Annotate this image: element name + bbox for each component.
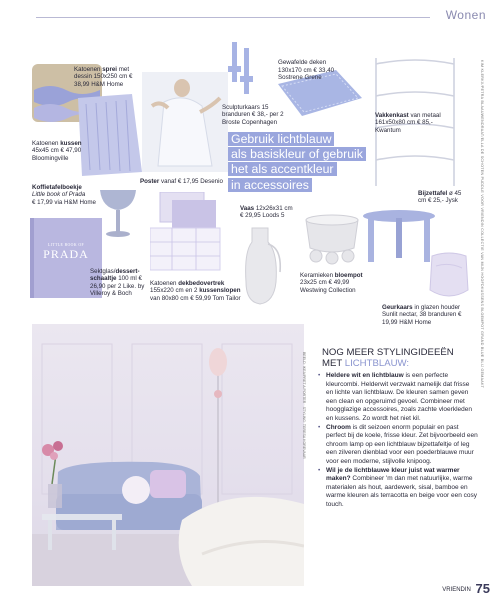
pull-quote-line-3: het als accentkleur bbox=[228, 162, 337, 176]
caption-planter-rest: 23x25 cm € 49,99 Westwing Collection bbox=[300, 279, 356, 294]
pull-quote-line-1: Gebruik lichtblauw bbox=[228, 132, 334, 146]
article-heading-pre: MET bbox=[322, 358, 345, 369]
article-bullet-2-lead: Chroom bbox=[326, 423, 351, 431]
glass-image bbox=[98, 186, 138, 244]
caption-poster-rest: vanaf € 17,95 Desenio bbox=[159, 178, 223, 185]
caption-glass bbox=[90, 268, 146, 298]
caption-scented-candle-name: Geurkaars bbox=[382, 304, 413, 311]
caption-glass-name: dessert-schaaltje bbox=[90, 268, 140, 283]
caption-blanket-dims: 130x170 cm € 33,40 bbox=[278, 66, 335, 74]
caption-blanket bbox=[278, 52, 368, 82]
scented-candle-image bbox=[426, 250, 472, 302]
poster-image bbox=[142, 72, 228, 172]
caption-candles bbox=[222, 104, 286, 126]
caption-bedding-rest2: van 80x80 cm € 59,99 Tom Tailor bbox=[150, 294, 241, 302]
caption-side-table bbox=[418, 190, 470, 205]
caption-planter-name: bloempot bbox=[334, 272, 363, 279]
bedspread-image bbox=[72, 92, 144, 178]
caption-bedspread-name: sprei bbox=[102, 66, 118, 73]
footer-magazine: VRIENDIN bbox=[442, 587, 471, 593]
caption-planter bbox=[300, 272, 370, 294]
caption-pillow-pre: Katoenen bbox=[32, 140, 61, 147]
article-bullet-3-text: Combineer 'm dan met natuurlijke, warme materialen als hout, aardewerk, sisal, bamboe en warme kleuren als terracotta en beige voor een cosy touch. bbox=[326, 475, 478, 508]
caption-book-title: Little book of Prada bbox=[32, 191, 86, 199]
section-title: Wonen bbox=[445, 8, 486, 22]
caption-blanket-pre: Gewafelde deken bbox=[278, 59, 327, 67]
book-cover bbox=[38, 243, 94, 262]
pull-quote-line-4: in accessoires bbox=[228, 178, 312, 192]
caption-bedspread bbox=[74, 66, 144, 88]
caption-shelf bbox=[375, 112, 459, 134]
photo-credit: BEELD: IKEA/PRET A PORTER · STYLING: TERESA KOREVAAR bbox=[302, 352, 306, 459]
caption-scented-candle-rest: in glazen houder Sunlit nectar, 38 branduren € 19,99 H&M Home bbox=[382, 304, 462, 326]
pull-quote-line-2: als basiskleur of gebruik bbox=[228, 147, 366, 161]
caption-vase-rest: 12x26x31 cm € 29,95 Loods 5 bbox=[240, 205, 293, 220]
caption-vase bbox=[240, 205, 296, 220]
caption-pillow bbox=[32, 140, 92, 162]
caption-side-table-rest: ø 45 cm € 25,- Jysk bbox=[418, 190, 462, 205]
vertical-credit: KIM KLERKX/PETRA BLAAUWENDRAAT/ELLA DE SCHOTEN PUDDLE VOOR VRIENDIN COLLECTIE VAN MIJN HOOFDKUSSENS BLOEMPOT GRAND BLUE BLIJ GEMAAKT bbox=[480, 60, 484, 389]
caption-pillow-name: kussen bbox=[60, 140, 82, 147]
caption-bedspread-rest: met dessin 150x250 cm € 38,99 H&M Home bbox=[74, 66, 133, 88]
caption-candles-rest: 15 branduren € 38,- per 2 Broste Copenhagen bbox=[222, 104, 284, 126]
caption-book-rest: € 17,99 via H&M Home bbox=[32, 198, 96, 206]
caption-bedding-name: dekbedovertrek bbox=[178, 280, 225, 287]
article-heading-line-1: NOG MEER STYLINGIDEEËN bbox=[322, 347, 454, 358]
vase-image bbox=[238, 222, 284, 306]
article-bullet-2 bbox=[318, 424, 478, 467]
room-photo-illustration bbox=[32, 324, 304, 586]
room-photo bbox=[32, 324, 304, 586]
page-footer bbox=[442, 581, 490, 596]
caption-bedding bbox=[150, 280, 242, 302]
article-heading-accent: LICHTBLAUW: bbox=[344, 358, 410, 369]
bedding-image bbox=[150, 192, 224, 274]
caption-scented-candle bbox=[382, 304, 476, 326]
caption-poster-name: Poster bbox=[140, 178, 160, 185]
header-rule bbox=[36, 17, 430, 18]
caption-vase-name: Vaas bbox=[240, 205, 255, 212]
caption-glass-pre: Sektglas/ bbox=[90, 268, 116, 275]
planter-image bbox=[302, 212, 362, 268]
article-bullet-1-lead: Heldere wit en lichtblauw bbox=[326, 372, 404, 379]
caption-pillow-rest: 45x45 cm € 47,90 Bloomingville bbox=[32, 147, 82, 162]
caption-side-table-name: Bijzettafel bbox=[418, 190, 448, 197]
book-cover-title: PRADA bbox=[43, 247, 89, 261]
caption-book bbox=[32, 184, 102, 206]
book-cover-subtitle: LITTLE BOOK OF bbox=[48, 243, 84, 247]
page-number: 75 bbox=[475, 581, 490, 596]
caption-blanket-brand: Sostrene Grene bbox=[278, 74, 322, 82]
caption-candles-name: Sculpturkaars bbox=[222, 104, 260, 111]
caption-shelf-rest: van metaal 161x50x80 cm € 85,- Kwantum bbox=[375, 112, 441, 134]
article-bullet-3-lead: Wil je de lichtblauwe kleur juist wat warmer maken? bbox=[326, 466, 460, 483]
caption-bedspread-pre: Katoenen bbox=[74, 66, 103, 73]
caption-bedding-rest: 155x220 cm en 2 bbox=[150, 287, 200, 295]
caption-bedding-name2: kussenslopen bbox=[199, 287, 241, 295]
pull-quote bbox=[228, 132, 368, 193]
article-heading bbox=[322, 347, 482, 369]
caption-shelf-name: Vakkenkast bbox=[375, 112, 409, 119]
caption-planter-pre: Keramieken bbox=[300, 272, 335, 279]
article-bullet-2-text: is dit seizoen enorm populair en past perfect bij de koele, frisse kleur. Zet bijvoorbeeld een chroom lamp op een lichtblauw bijzettafeltje of leg een zilveren dienblad voor een poederblauwe muur voor een moderne, stijlvolle knipoog. bbox=[326, 423, 478, 465]
caption-bedding-pre: Katoenen bbox=[150, 280, 179, 287]
article-bullet-1-text: is een perfecte kleurcombi. Helderwit verzwakt namelijk dat frisse en lichte van lichtblauw. De kleuren samen geven een clean en opgeruimd gevoel. Combineer met hoogglazige accessoires, zoals zachte vloerkleden en kussens. Zo wordt het niet kil. bbox=[326, 372, 472, 422]
article-bullet-1 bbox=[318, 372, 478, 424]
article-body bbox=[318, 372, 478, 510]
article-bullet-3 bbox=[318, 467, 478, 510]
candles-image bbox=[228, 42, 254, 100]
caption-glass-rest: 100 ml € 26,90 per 2 Like. by Villeroy & Boch bbox=[90, 275, 145, 298]
caption-book-name: Koffietafelboekje bbox=[32, 184, 82, 191]
